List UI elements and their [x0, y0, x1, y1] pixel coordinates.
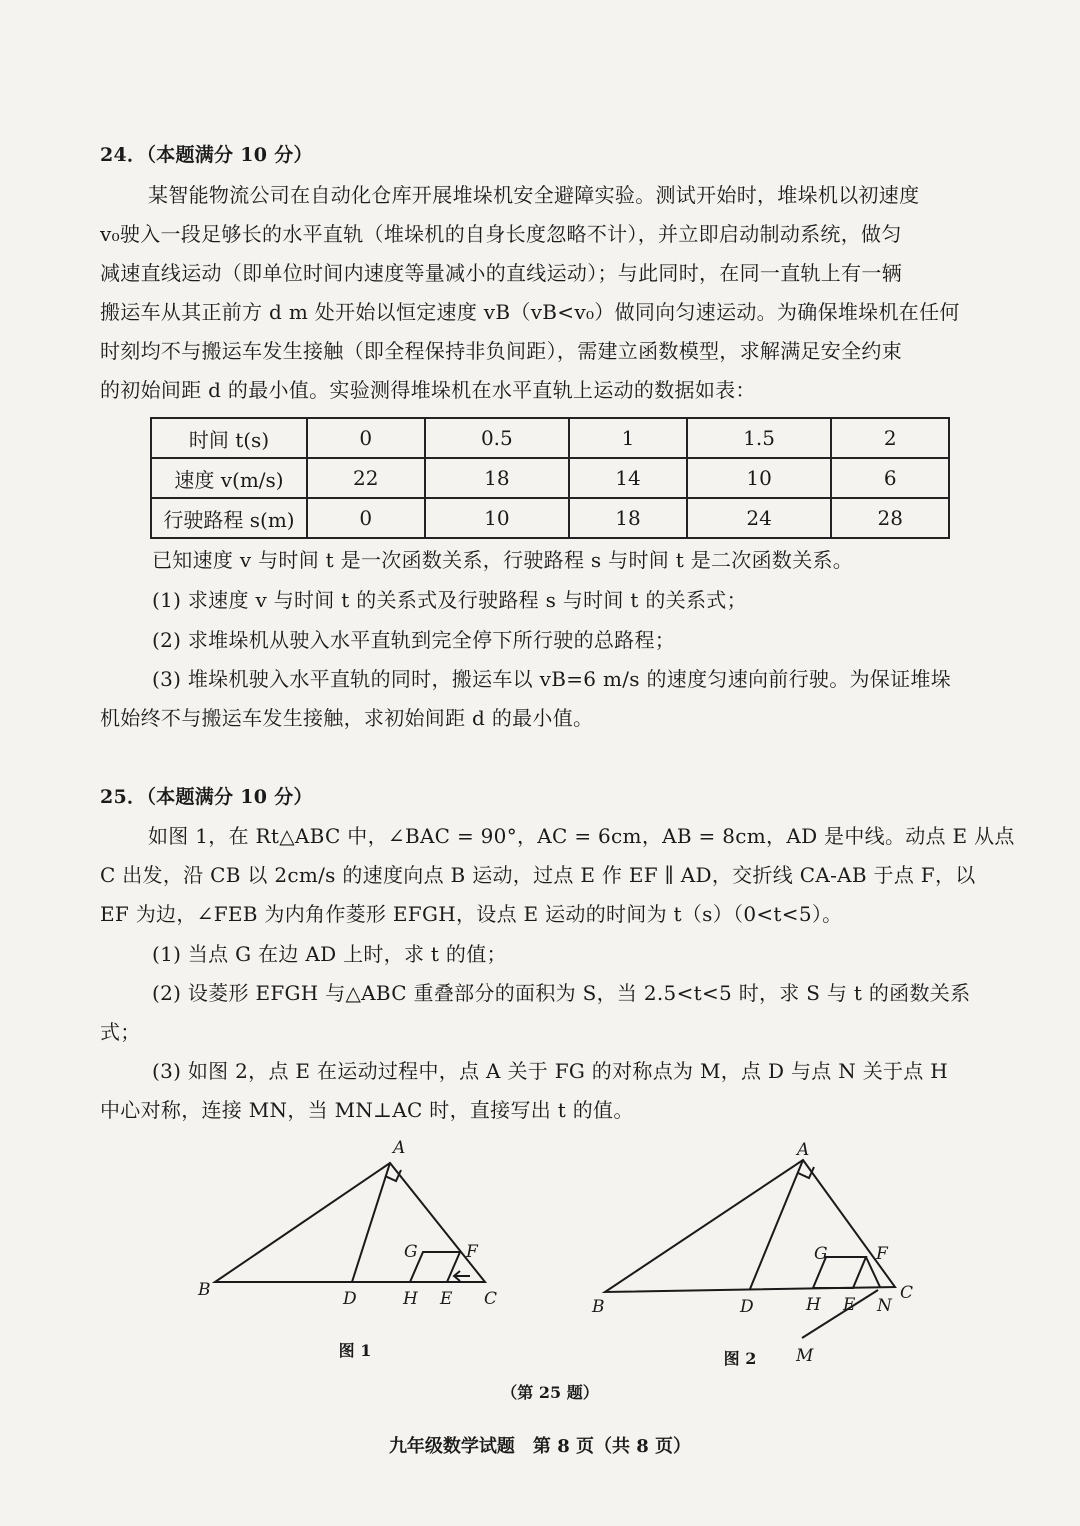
q25-sub3: (3) 如图 2，点 E 在运动过程中，点 A 关于 FG 的对称点为 M，点 D 与点 N 关于点 H — [152, 1059, 949, 1083]
table-cell: 10 — [687, 458, 832, 498]
fig2-point-e: E — [843, 1295, 856, 1315]
q25-sub1: (1) 当点 G 在边 AD 上时，求 t 的值； — [152, 942, 507, 966]
fig2-point-g: G — [814, 1244, 828, 1264]
table-cell: 18 — [569, 498, 687, 538]
fig2-triangle-abc — [605, 1160, 895, 1292]
q25-sub2-cont: 式； — [100, 1020, 141, 1044]
fig1-point-b: B — [198, 1280, 211, 1300]
table-cell: 0 — [307, 418, 425, 458]
fig1-point-h: H — [403, 1289, 418, 1309]
q24-text-line: 某智能物流公司在自动化仓库开展堆垛机安全避障实验。测试开始时，堆垛机以初速度 — [148, 183, 920, 207]
q25-text-line: 如图 1，在 Rt△ABC 中，∠BAC = 90°，AC = 6cm，AB = 8cm，AD 是中线。动点 E 从点 — [148, 824, 1015, 848]
fig2-point-h: H — [806, 1295, 821, 1315]
fig1-point-e: E — [440, 1289, 453, 1309]
table-cell: 1 — [569, 418, 687, 458]
table-cell: 1.5 — [687, 418, 832, 458]
q24-known: 已知速度 v 与时间 t 是一次函数关系，行驶路程 s 与时间 t 是二次函数关系。 — [152, 548, 854, 572]
q24-text-line: 时刻均不与搬运车发生接触（即全程保持非负间距），需建立函数模型，求解满足安全约束 — [100, 339, 902, 363]
q24-text-line: 搬运车从其正前方 d m 处开始以恒定速度 vB（vB<v₀）做同向匀速运动。为确保堆垛机在任何 — [100, 300, 960, 324]
q24-text-line: 减速直线运动（即单位时间内速度等量减小的直线运动）；与此同时，在同一直轨上有一辆 — [100, 261, 902, 285]
table-cell: 22 — [307, 458, 425, 498]
fig2-point-d: D — [740, 1297, 754, 1317]
fig1-point-c: C — [484, 1289, 498, 1309]
table-cell: 28 — [831, 498, 949, 538]
row-header: 行驶路程 s(m) — [151, 498, 307, 538]
row-header: 时间 t(s) — [151, 418, 307, 458]
fig1-point-a: A — [393, 1138, 406, 1158]
q24-sub3: (3) 堆垛机驶入水平直轨的同时，搬运车以 vB=6 m/s 的速度匀速向前行驶。为保证堆垛 — [152, 667, 952, 691]
q24-text-line: 的初始间距 d 的最小值。实验测得堆垛机在水平直轨上运动的数据如表： — [100, 378, 756, 402]
fig2-point-n: N — [877, 1296, 892, 1316]
fig1-caption: 图 1 — [338, 1341, 372, 1360]
q25-sub2: (2) 设菱形 EFGH 与△ABC 重叠部分的面积为 S，当 2.5<t<5 时，求 S 与 t 的函数关系 — [152, 981, 971, 1005]
row-header: 速度 v(m/s) — [151, 458, 307, 498]
fig2-point-f: F — [876, 1244, 888, 1264]
fig1-point-f: F — [466, 1242, 478, 1262]
page-footer: 九年级数学试题 第 8 页（共 8 页） — [388, 1436, 692, 1457]
fig1-median-ad — [352, 1163, 390, 1282]
fig2-point-b: B — [592, 1297, 605, 1317]
table-cell: 10 — [425, 498, 570, 538]
table-cell: 6 — [831, 458, 949, 498]
q24-text-line: v₀驶入一段足够长的水平直轨（堆垛机的自身长度忽略不计），并立即启动制动系统，做匀 — [100, 222, 902, 246]
table-cell: 2 — [831, 418, 949, 458]
table-cell: 0 — [307, 498, 425, 538]
fig2-point-a: A — [797, 1140, 810, 1160]
q25-heading: 25．（本题满分 10 分） — [100, 786, 313, 808]
fig2-caption: 图 2 — [723, 1349, 757, 1368]
q24-sub3-cont: 机始终不与搬运车发生接触，求初始间距 d 的最小值。 — [100, 706, 594, 730]
fig1-point-d: D — [343, 1289, 357, 1309]
table-cell: 18 — [425, 458, 570, 498]
table-cell: 0.5 — [425, 418, 570, 458]
fig1-point-g: G — [404, 1242, 418, 1262]
q24-heading: 24．（本题满分 10 分） — [100, 144, 313, 166]
q25-text-line: C 出发，沿 CB 以 2cm/s 的速度向点 B 运动，过点 E 作 EF ∥ AD，交折线 CA-AB 于点 F，以 — [100, 863, 976, 887]
q25-text-line: EF 为边，∠FEB 为内角作菱形 EFGH，设点 E 运动的时间为 t（s）（0<t<5）。 — [100, 902, 843, 926]
fig1-triangle-abc — [215, 1163, 485, 1282]
q24-sub2: (2) 求堆垛机从驶入水平直轨到完全停下所行驶的总路程； — [152, 628, 676, 652]
table-cell: 24 — [687, 498, 832, 538]
question-label: （第 25 题） — [501, 1383, 599, 1402]
fig2-point-m: M — [796, 1346, 814, 1366]
q24-sub1: (1) 求速度 v 与时间 t 的关系式及行驶路程 s 与时间 t 的关系式； — [152, 588, 747, 612]
fig2-point-c: C — [900, 1283, 914, 1303]
fig2-median-ad — [750, 1160, 803, 1289]
q25-sub3-cont: 中心对称，连接 MN，当 MN⊥AC 时，直接写出 t 的值。 — [100, 1098, 634, 1122]
table-cell: 14 — [569, 458, 687, 498]
